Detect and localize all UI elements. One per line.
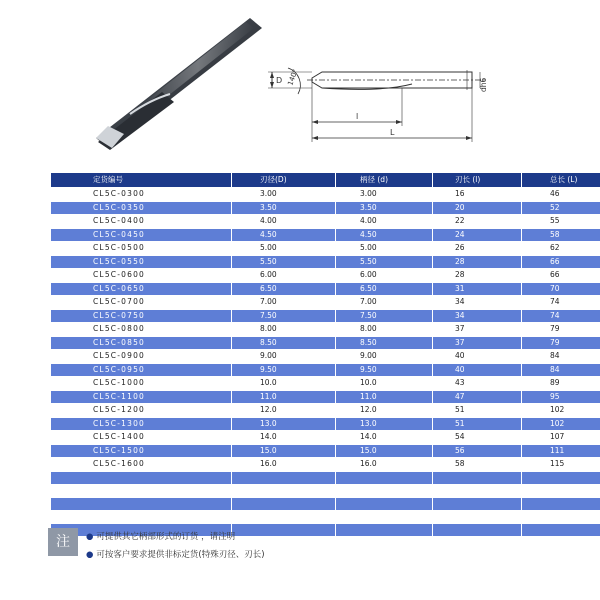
- table-row: [51, 350, 600, 364]
- table-row: [51, 309, 600, 323]
- table-cell: CL5C-0750: [51, 309, 232, 323]
- table-cell: 111: [522, 444, 600, 458]
- note-line-1: [86, 530, 235, 542]
- table-cell: 37: [433, 336, 522, 350]
- table-cell-blank: [433, 497, 522, 510]
- table-cell: 4.50: [336, 228, 433, 242]
- table-cell: 4.50: [232, 228, 336, 242]
- table-cell: CL5C-0450: [51, 228, 232, 242]
- drawing-label-angle: 140°: [286, 68, 300, 87]
- table-header-row: [51, 173, 600, 188]
- table-cell: 31: [433, 282, 522, 296]
- table-cell: 8.50: [336, 336, 433, 350]
- table-cell-blank: [232, 471, 336, 484]
- table-row: [51, 242, 600, 256]
- table-row: [51, 458, 600, 472]
- table-cell: CL5C-0350: [51, 201, 232, 215]
- table-cell: 5.50: [336, 255, 433, 269]
- table-cell: 10.0: [336, 377, 433, 391]
- table-cell-blank: [51, 497, 232, 510]
- table-cell: 58: [522, 228, 600, 242]
- table-row: [51, 363, 600, 377]
- table-cell: 54: [433, 431, 522, 445]
- table-cell: 66: [522, 255, 600, 269]
- table-cell: CL5C-1000: [51, 377, 232, 391]
- table-cell: 40: [433, 350, 522, 364]
- table-cell-blank: [232, 497, 336, 510]
- table-cell: 20: [433, 201, 522, 215]
- table-cell: CL5C-0300: [51, 188, 232, 202]
- table-cell-blank: [51, 484, 232, 497]
- table-cell: CL5C-0800: [51, 323, 232, 337]
- table-cell: 3.50: [232, 201, 336, 215]
- table-row: [51, 377, 600, 391]
- table-cell: 4.00: [336, 215, 433, 229]
- table-cell: 102: [522, 404, 600, 418]
- table-cell: 66: [522, 269, 600, 283]
- spec-table: [50, 172, 600, 537]
- table-cell: 47: [433, 390, 522, 404]
- table-cell: 15.0: [232, 444, 336, 458]
- table-cell: 79: [522, 323, 600, 337]
- table-row: [51, 269, 600, 283]
- table-cell: 16.0: [232, 458, 336, 472]
- note-text-1: 可提供其它柄部形式的订货 ，请注明: [96, 532, 236, 542]
- table-row: [51, 417, 600, 431]
- table-cell: 7.00: [336, 296, 433, 310]
- table-cell: 43: [433, 377, 522, 391]
- table-row: [51, 296, 600, 310]
- table-cell: 95: [522, 390, 600, 404]
- table-row: [51, 228, 600, 242]
- table-row: [51, 431, 600, 445]
- table-cell: CL5C-1300: [51, 417, 232, 431]
- header-blade-length: 刃长 (l): [433, 173, 522, 188]
- table-cell-blank: [336, 523, 433, 536]
- table-cell-blank: [336, 471, 433, 484]
- table-row: [51, 282, 600, 296]
- table-cell: 5.50: [232, 255, 336, 269]
- table-cell: 107: [522, 431, 600, 445]
- table-cell: 9.00: [336, 350, 433, 364]
- table-cell-blank: [522, 497, 600, 510]
- table-cell: 34: [433, 309, 522, 323]
- table-cell-blank: [51, 510, 232, 523]
- table-cell: 115: [522, 458, 600, 472]
- note-text-2: 可按客户要求提供非标定货(特殊刃径、刃长): [96, 550, 265, 560]
- table-cell: CL5C-1400: [51, 431, 232, 445]
- table-cell: 7.50: [232, 309, 336, 323]
- table-cell: 9.50: [336, 363, 433, 377]
- table-cell: 3.50: [336, 201, 433, 215]
- table-cell-blank: [433, 523, 522, 536]
- table-cell: 26: [433, 242, 522, 256]
- table-row: [51, 201, 600, 215]
- table-cell: 3.00: [336, 188, 433, 202]
- table-cell-blank: [336, 497, 433, 510]
- table-cell: 70: [522, 282, 600, 296]
- header-shank-diameter: 柄径 (d): [336, 173, 433, 188]
- table-cell: 84: [522, 363, 600, 377]
- table-cell: 6.50: [336, 282, 433, 296]
- table-cell: CL5C-0950: [51, 363, 232, 377]
- table-row: [51, 215, 600, 229]
- table-cell: 16.0: [336, 458, 433, 472]
- table-cell: 5.00: [336, 242, 433, 256]
- bullet-icon: ●: [86, 550, 94, 560]
- table-cell: CL5C-0500: [51, 242, 232, 256]
- table-cell: 6.50: [232, 282, 336, 296]
- table-cell: 8.00: [232, 323, 336, 337]
- table-cell: 58: [433, 458, 522, 472]
- technical-drawing: [262, 58, 492, 150]
- table-cell: CL5C-1100: [51, 390, 232, 404]
- table-cell: CL5C-0700: [51, 296, 232, 310]
- table-cell: 28: [433, 269, 522, 283]
- table-cell: 6.00: [336, 269, 433, 283]
- table-cell: 9.00: [232, 350, 336, 364]
- header-blade-diameter: 刃径(D): [232, 173, 336, 188]
- table-cell: 22: [433, 215, 522, 229]
- table-cell: 10.0: [232, 377, 336, 391]
- table-cell-blank: [433, 471, 522, 484]
- header-order-number: 定货编号: [51, 173, 232, 188]
- table-cell-blank: [522, 471, 600, 484]
- table-cell: 5.00: [232, 242, 336, 256]
- table-cell: 12.0: [232, 404, 336, 418]
- table-cell: 13.0: [336, 417, 433, 431]
- table-cell: 7.00: [232, 296, 336, 310]
- table-cell-blank: [522, 510, 600, 523]
- table-cell: 74: [522, 296, 600, 310]
- table-cell: 7.50: [336, 309, 433, 323]
- table-cell: CL5C-0650: [51, 282, 232, 296]
- table-cell: 28: [433, 255, 522, 269]
- drawing-label-l-small: l: [356, 112, 359, 121]
- table-row: [51, 323, 600, 337]
- table-cell: CL5C-0850: [51, 336, 232, 350]
- table-cell-blank: [522, 523, 600, 536]
- table-cell: CL5C-1200: [51, 404, 232, 418]
- table-cell: 55: [522, 215, 600, 229]
- table-row-blank: [51, 497, 600, 510]
- table-cell-blank: [433, 510, 522, 523]
- table-cell: 15.0: [336, 444, 433, 458]
- table-cell: 8.00: [336, 323, 433, 337]
- table-cell: 79: [522, 336, 600, 350]
- table-cell-blank: [336, 510, 433, 523]
- table-cell: 46: [522, 188, 600, 202]
- table-cell: 56: [433, 444, 522, 458]
- table-row: [51, 336, 600, 350]
- table-cell: 24: [433, 228, 522, 242]
- table-row: [51, 444, 600, 458]
- note-badge: 注: [48, 528, 78, 556]
- table-cell: 8.50: [232, 336, 336, 350]
- table-cell: 37: [433, 323, 522, 337]
- table-cell-blank: [51, 471, 232, 484]
- table-row: [51, 188, 600, 202]
- table-cell: 12.0: [336, 404, 433, 418]
- table-cell: 84: [522, 350, 600, 364]
- table-cell: 13.0: [232, 417, 336, 431]
- table-cell: 89: [522, 377, 600, 391]
- table-cell: 51: [433, 404, 522, 418]
- table-cell: 14.0: [336, 431, 433, 445]
- table-cell: 9.50: [232, 363, 336, 377]
- drawing-label-dh6: dh6: [479, 77, 488, 92]
- table-cell: 52: [522, 201, 600, 215]
- table-cell-blank: [433, 484, 522, 497]
- table-cell: 3.00: [232, 188, 336, 202]
- table-cell: 11.0: [336, 390, 433, 404]
- table-cell-blank: [232, 523, 336, 536]
- drawing-label-d: D: [276, 76, 283, 85]
- table-cell: 11.0: [232, 390, 336, 404]
- bullet-icon: ●: [86, 532, 94, 542]
- table-cell: CL5C-0550: [51, 255, 232, 269]
- note-line-2: [86, 548, 265, 560]
- table-cell: 74: [522, 309, 600, 323]
- table-cell: CL5C-1500: [51, 444, 232, 458]
- table-cell: 14.0: [232, 431, 336, 445]
- header-total-length: 总长 (L): [522, 173, 600, 188]
- table-cell-blank: [232, 484, 336, 497]
- table-cell: 40: [433, 363, 522, 377]
- table-cell-blank: [336, 484, 433, 497]
- drill-bit-photo: [90, 10, 270, 160]
- table-row: [51, 255, 600, 269]
- table-cell: 34: [433, 296, 522, 310]
- table-row-blank: [51, 484, 600, 497]
- table-cell-blank: [232, 510, 336, 523]
- drawing-label-l-big: L: [390, 128, 395, 137]
- table-cell: CL5C-0900: [51, 350, 232, 364]
- table-cell: 62: [522, 242, 600, 256]
- table-cell: 16: [433, 188, 522, 202]
- table-cell: 4.00: [232, 215, 336, 229]
- table-cell: 102: [522, 417, 600, 431]
- table-cell: CL5C-1600: [51, 458, 232, 472]
- table-cell: 6.00: [232, 269, 336, 283]
- table-cell-blank: [522, 484, 600, 497]
- table-row: [51, 404, 600, 418]
- table-row: [51, 390, 600, 404]
- table-row-blank: [51, 471, 600, 484]
- table-row-blank: [51, 510, 600, 523]
- table-cell: CL5C-0400: [51, 215, 232, 229]
- table-cell: CL5C-0600: [51, 269, 232, 283]
- table-cell: 51: [433, 417, 522, 431]
